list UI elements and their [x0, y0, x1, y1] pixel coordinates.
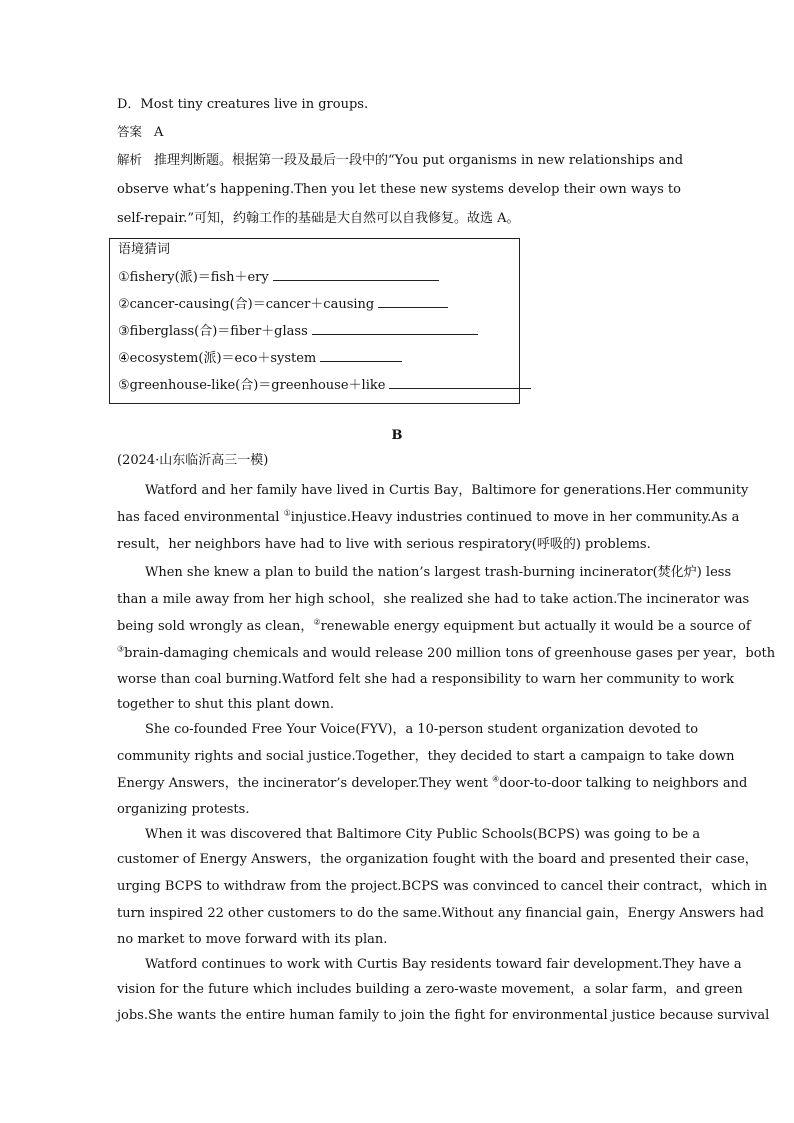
p5-line-1: Watford continues to work with Curtis Bay residents toward fair development.They have a — [145, 957, 742, 972]
answer-value: A — [154, 125, 164, 140]
p4-line-4: turn inspired 22 other customers to do the same.Without any financial gain，Energy Answers had — [117, 906, 764, 921]
answer-blank[interactable] — [389, 376, 531, 389]
vocab-box-title: 语境猜词 — [118, 242, 171, 257]
vocab-item-2: ②cancer-causing(合)＝cancer＋causing — [118, 295, 448, 314]
section-letter: B — [391, 428, 403, 443]
analysis-text-1: 推理判断题。根据第一段及最后一段中的“You put organisms in new relationships and — [154, 153, 684, 168]
p3-line-1: She co-founded Free Your Voice(FYV)，a 10-person student organization devoted to — [145, 722, 699, 737]
p1-line-3: result，her neighbors have had to live with serious respiratory(呼吸的) problems. — [117, 537, 651, 552]
analysis-label: 解析 — [117, 152, 143, 167]
p2-line-2: than a mile away from her high school，she realized she had to take action.The incinerator was — [117, 592, 750, 607]
p2-line-6: together to shut this plant down. — [117, 697, 334, 712]
vocab-item-5: ⑤greenhouse-like(合)＝greenhouse＋like — [118, 376, 531, 395]
vocab-item-3: ③fiberglass(合)＝fiber＋glass — [118, 322, 478, 341]
p5-line-2: vision for the future which includes building a zero-waste movement，a solar farm，and green — [117, 982, 743, 997]
p2-line-3: being sold wrongly as clean，②renewable energy equipment but actually it would be a source of — [117, 617, 751, 634]
answer-blank[interactable] — [378, 295, 448, 308]
p4-line-1: When it was discovered that Baltimore City Public Schools(BCPS) was going to be a — [145, 827, 701, 842]
p3-line-3: Energy Answers，the incinerator’s developer.They went ④door-to-door talking to neighbors and — [117, 774, 748, 791]
analysis-line-2: observe what’s happening.Then you let these new systems develop their own ways to — [117, 182, 681, 197]
vocab-box — [109, 238, 520, 404]
p2-line-1: When she knew a plan to build the nation’s largest trash-burning incinerator(焚化炉) less — [145, 565, 732, 580]
p1-line-1: Watford and her family have lived in Curtis Bay，Baltimore for generations.Her community — [145, 483, 749, 498]
vocab-item-1: ①fishery(派)＝fish＋ery — [118, 268, 439, 287]
p2-line-5: worse than coal burning.Watford felt she had a responsibility to warn her community to work — [117, 672, 735, 687]
p3-line-2: community rights and social justice.Together，they decided to start a campaign to take down — [117, 749, 735, 764]
p1-line-2: has faced environmental ①injustice.Heavy industries continued to move in her community.As a — [117, 508, 740, 525]
p5-line-3: jobs.She wants the entire human family to join the fight for environmental justice because survival — [117, 1008, 770, 1023]
answer-blank[interactable] — [320, 349, 402, 362]
p4-line-3: urging BCPS to withdraw from the project.BCPS was convinced to cancel their contract，which in — [117, 879, 768, 894]
answer-blank[interactable] — [273, 268, 439, 281]
answer-label: 答案 — [117, 124, 143, 139]
source-note: (2024·山东临沂高三一模) — [117, 453, 269, 468]
analysis-line-3: self-repair.”可知，约翰工作的基础是大自然可以自我修复。故选 A。 — [117, 211, 520, 226]
answer-line — [117, 123, 677, 142]
p3-line-4: organizing protests. — [117, 802, 250, 817]
p4-line-5: no market to move forward with its plan. — [117, 932, 388, 947]
option-d: D．Most tiny creatures live in groups. — [117, 97, 369, 112]
vocab-item-4: ④ecosystem(派)＝eco＋system — [118, 349, 402, 368]
analysis-line-1 — [117, 151, 684, 170]
p4-line-2: customer of Energy Answers，the organization fought with the board and presented their case， — [117, 852, 758, 867]
answer-blank[interactable] — [312, 322, 478, 335]
p2-line-4: ③brain-damaging chemicals and would release 200 million tons of greenhouse gases per year，both — [117, 644, 776, 661]
